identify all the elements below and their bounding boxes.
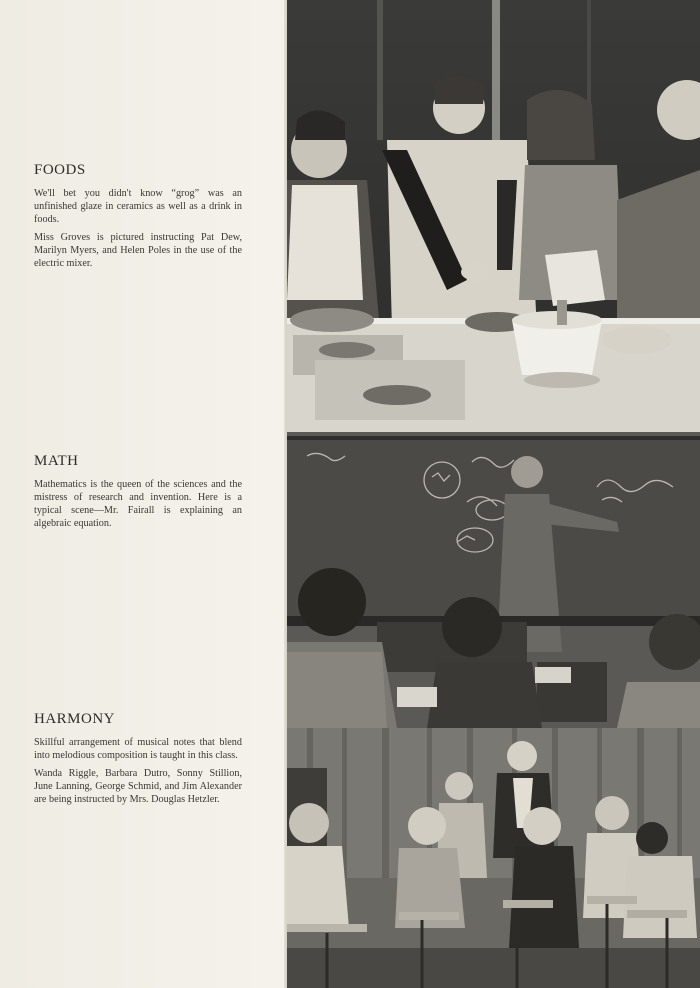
foods-section bbox=[34, 162, 242, 275]
math-photo bbox=[287, 432, 700, 728]
harmony-heading: HARMONY bbox=[34, 711, 116, 727]
math-paragraph-1: Mathematics is the queen of the sciences and the mistress of research and invention. Here is a typical scene—Mr. Fairall is explaining an algebraic equation. bbox=[34, 479, 242, 529]
math-heading: MATH bbox=[34, 453, 79, 469]
harmony-paragraph-1: Skillful arrangement of musical notes that blend into melodious composition is taught in this class. bbox=[34, 737, 242, 761]
foods-heading: FOODS bbox=[34, 162, 86, 178]
foods-paragraph-1: We'll bet you didn't know “grog” was an unfinished glaze in ceramics as well as a drink in foods. bbox=[34, 188, 242, 225]
foods-photo bbox=[287, 0, 700, 432]
harmony-photo bbox=[287, 728, 700, 988]
math-section bbox=[34, 453, 242, 535]
harmony-section bbox=[34, 711, 242, 811]
harmony-paragraph-2: Wanda Riggle, Barbara Dutro, Sonny Stillion, June Lanning, George Schmid, and Jim Alexander are being instructed by Mrs. Douglas Hetzler. bbox=[34, 768, 242, 805]
foods-paragraph-2: Miss Groves is pictured instructing Pat Dew, Marilyn Myers, and Helen Poles in the use of the electric mixer. bbox=[34, 232, 242, 269]
